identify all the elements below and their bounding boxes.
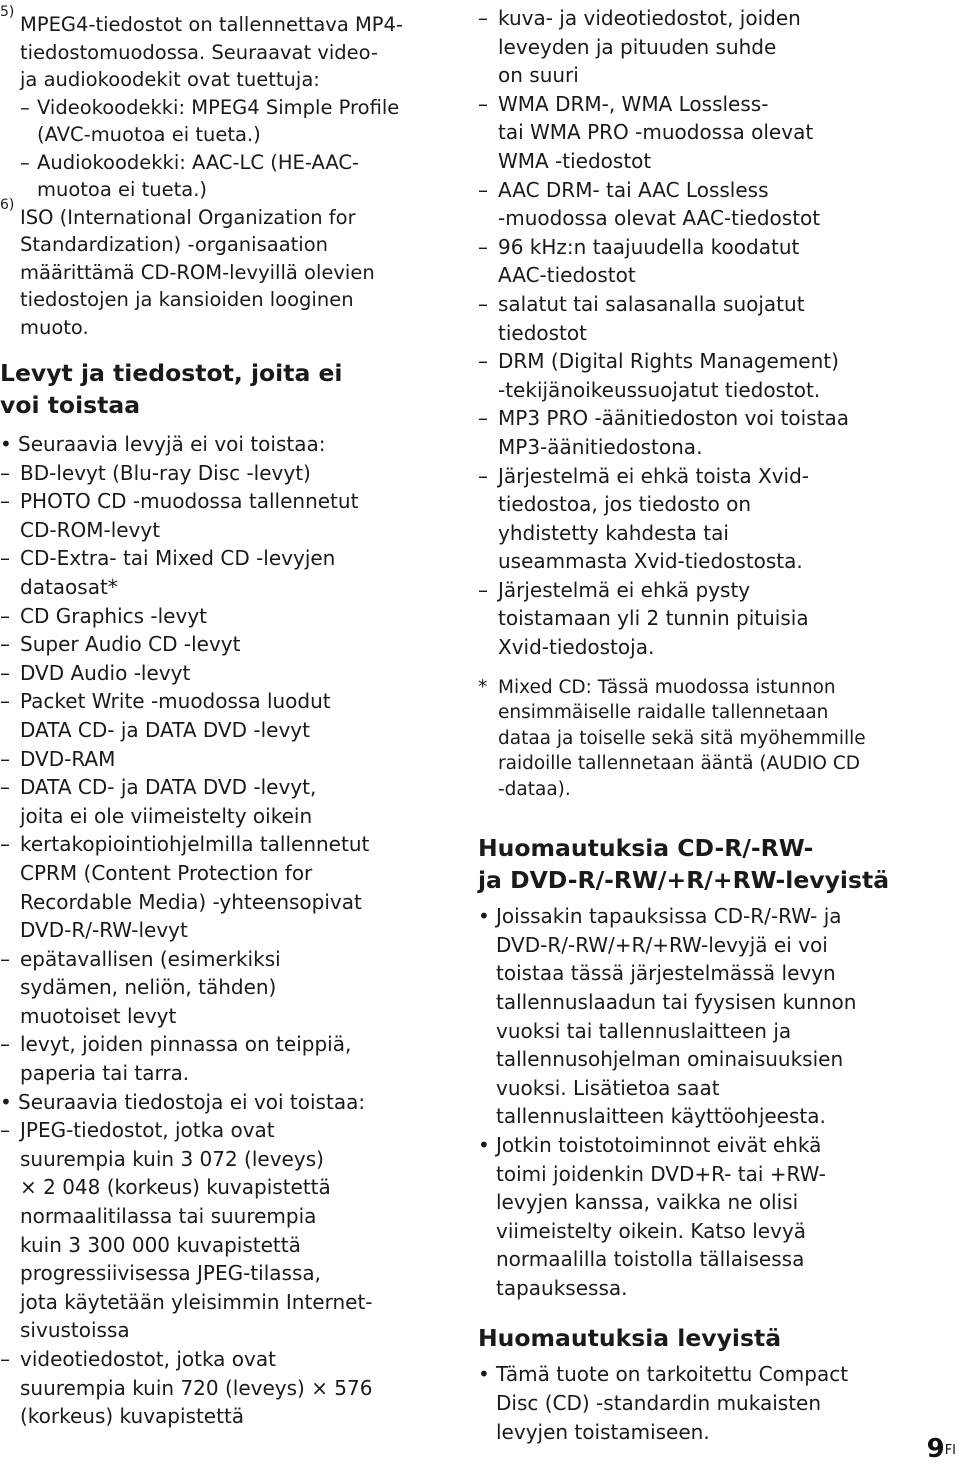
item-line: progressiivisessa JPEG-tilassa,	[20, 1261, 321, 1286]
footnote-line: (AVC-muotoa ei tueta.)	[37, 123, 261, 146]
note-line: ensimmäiselle raidalle tallennetaan	[498, 702, 829, 724]
item-line: muotoiset levyt	[20, 1003, 177, 1028]
item-line: toistamaan yli 2 tunnin pituisia	[498, 606, 809, 631]
footnote-line: MPEG4-tiedostot on tallennettava MP4-	[20, 13, 403, 36]
disc-list-item	[0, 659, 440, 688]
note-line: raidoille tallennetaan ääntä (AUDIO CD	[498, 753, 861, 775]
item-line: DVD-R/-RW/+R/+RW-levyjä ei voi	[496, 932, 828, 957]
heading-line: Levyt ja tiedostot, joita ei	[0, 359, 343, 387]
item-line: jota käytetään yleisimmin Internet-	[20, 1289, 373, 1314]
item-line: kuin 3 300 000 kuvapistettä	[20, 1232, 301, 1257]
disc-list-item	[0, 945, 440, 1031]
item-line: – videotiedostot, jotka ovat	[20, 1347, 276, 1371]
footnote-dash-item	[20, 94, 440, 149]
item-line: – BD-levyt (Blu-ray Disc -levyt)	[20, 460, 311, 485]
item-line: normaalilla toistolla tällaisessa	[496, 1247, 805, 1272]
item-line: – DATA CD- ja DATA DVD -levyt,	[20, 775, 317, 800]
item-line: tai WMA PRO -muodossa olevat	[498, 120, 814, 145]
disc-list-item	[0, 487, 440, 544]
footnote-line: muoto.	[20, 315, 89, 339]
note-line: dataa ja toiselle sekä sitä myöhemmille	[498, 727, 866, 749]
footnote-6	[0, 196, 440, 342]
footnote-marker: 6)	[0, 196, 15, 213]
disc-list-item	[0, 745, 440, 774]
item-line: – kuva- ja videotiedostot, joiden	[498, 6, 801, 30]
right-column	[478, 0, 960, 1446]
file-list-continued	[478, 4, 960, 662]
item-line: useammasta Xvid-tiedostosta.	[498, 549, 803, 574]
disc-list-item	[0, 630, 440, 659]
item-line: × 2 048 (korkeus) kuvapistettä	[20, 1175, 331, 1200]
item-line: MP3-äänitiedostona.	[498, 434, 703, 459]
item-line: – Packet Write -muodossa luodut	[20, 689, 331, 714]
disc-list-item	[0, 459, 440, 488]
item-line: AAC-tiedostot	[498, 263, 636, 288]
disc-list-item	[0, 830, 440, 944]
bullet-discs	[0, 430, 440, 1088]
footnote-line: tiedostomuodossa. Seuraavat video-	[20, 40, 379, 64]
item-line: dataosat*	[20, 574, 118, 599]
item-line: tallennusohjelman ominaisuuksien	[496, 1047, 844, 1072]
item-line: vuoksi tai tallennuslaitteen ja	[496, 1018, 792, 1043]
bullet-files	[0, 1088, 440, 1431]
footnote-5	[0, 4, 440, 204]
item-line: – Järjestelmä ei ehkä pysty	[498, 577, 751, 602]
file-list-item	[478, 462, 960, 576]
item-line: WMA -tiedostot	[498, 148, 652, 173]
item-line: yhdistetty kahdesta tai	[498, 520, 729, 545]
footnote-line: ja audiokoodekit ovat tuettuja:	[20, 68, 320, 91]
item-line: Disc (CD) -standardin mukaisten	[496, 1391, 822, 1416]
footnote-line: ISO (International Organization for	[20, 205, 356, 229]
disc-list-item	[0, 773, 440, 830]
item-line: tiedostot	[498, 320, 587, 345]
item-line: tapauksessa.	[496, 1275, 628, 1300]
item-line: suurempia kuin 720 (leveys) × 576	[20, 1375, 373, 1400]
item-line: joita ei ole viimeistelty oikein	[20, 803, 313, 828]
item-line: • Joissakin tapauksissa CD-R/-RW- ja	[496, 904, 842, 929]
item-line: (korkeus) kuvapistettä	[20, 1404, 245, 1429]
item-line: suurempia kuin 3 072 (leveys)	[20, 1146, 324, 1171]
item-line: CD-ROM-levyt	[20, 517, 161, 542]
item-line: toistaa tässä järjestelmässä levyn	[496, 961, 836, 986]
item-line: vuoksi. Lisätietoa saat	[496, 1075, 720, 1100]
footnote-line: tiedostojen ja kansioiden looginen	[20, 288, 354, 311]
discs-bullet-list	[478, 1360, 960, 1446]
item-line: sivustoissa	[20, 1318, 130, 1343]
item-line: levyjen kanssa, vaikka ne olisi	[496, 1190, 799, 1215]
footnote-line: Standardization) -organisaation	[20, 233, 328, 256]
disc-list-item	[0, 1030, 440, 1087]
cdr-bullet-item	[478, 902, 960, 1131]
file-list-item	[478, 233, 960, 290]
item-line: on suuri	[498, 63, 579, 88]
item-line: – CD Graphics -levyt	[20, 603, 207, 628]
item-line: – levyt, joiden pinnassa on teippiä,	[20, 1032, 352, 1057]
disc-list-item	[0, 544, 440, 601]
file-list-item	[0, 1345, 440, 1431]
file-list	[0, 1116, 440, 1431]
item-line: levyjen toistamiseen.	[496, 1419, 710, 1444]
item-line: -tekijänoikeussuojatut tiedostot.	[498, 377, 821, 402]
item-line: – 96 kHz:n taajuudella koodatut	[498, 234, 800, 259]
footnote-line: – Audiokoodekki: AAC-LC (HE-AAC-	[37, 150, 359, 174]
bullet-text: Seuraavia tiedostoja ei voi toistaa:	[18, 1089, 366, 1114]
footnote-line: muotoa ei tueta.)	[37, 178, 208, 201]
page-language: FI	[944, 1443, 956, 1458]
cdr-bullet-list	[478, 902, 960, 1302]
disc-list-item	[0, 602, 440, 631]
item-line: – Järjestelmä ei ehkä toista Xvid-	[498, 463, 810, 488]
unplayable-bullet-list	[0, 430, 440, 1431]
note-line: * Mixed CD: Tässä muodossa istunnon	[498, 676, 836, 698]
footnote-line: määrittämä CD-ROM-levyillä olevien	[20, 260, 375, 284]
file-list-item	[478, 176, 960, 233]
item-line: paperia tai tarra.	[20, 1061, 190, 1086]
cdr-bullet-item	[478, 1131, 960, 1303]
item-line: – kertakopiointiohjelmilla tallennetut	[20, 832, 370, 857]
item-line: CPRM (Content Protection for	[20, 860, 313, 885]
section-heading-cdr	[478, 832, 960, 896]
item-line: – MP3 PRO -äänitiedoston voi toistaa	[498, 406, 849, 431]
item-line: – PHOTO CD -muodossa tallennetut	[20, 489, 359, 514]
item-line: toimi joidenkin DVD+R- tai +RW-	[496, 1161, 826, 1186]
item-line: • Jotkin toistotoiminnot eivät ehkä	[496, 1132, 822, 1157]
footnote-marker: 5)	[0, 4, 15, 20]
left-column	[0, 0, 440, 1431]
item-line: Recordable Media) -yhteensopivat	[20, 889, 362, 914]
item-line: – Super Audio CD -levyt	[20, 632, 241, 657]
file-list-item	[478, 347, 960, 404]
item-line: – DVD Audio -levyt	[20, 660, 191, 685]
heading-line: voi toistaa	[0, 391, 141, 419]
bullet-text: Seuraavia levyjä ei voi toistaa:	[18, 432, 326, 456]
file-list-item	[478, 4, 960, 90]
item-line: – salatut tai salasanalla suojatut	[498, 291, 805, 316]
section-heading-unplayable	[0, 357, 440, 421]
item-line: – CD-Extra- tai Mixed CD -levyjen	[20, 546, 336, 571]
item-line: Xvid-tiedostoja.	[498, 635, 655, 660]
footnote-dash-item	[20, 149, 440, 204]
item-line: • Tämä tuote on tarkoitettu Compact	[496, 1362, 849, 1387]
item-line: DVD-R/-RW-levyt	[20, 918, 188, 943]
item-line: normaalitilassa tai suurempia	[20, 1204, 317, 1229]
item-line: – DRM (Digital Rights Management)	[498, 349, 839, 374]
item-line: sydämen, neliön, tähden)	[20, 975, 277, 1000]
item-line: – DVD-RAM	[20, 746, 116, 771]
file-list-item	[478, 90, 960, 176]
discs-bullet-item	[478, 1360, 960, 1446]
disc-list-item	[0, 687, 440, 744]
page-number-value: 9	[926, 1434, 945, 1464]
item-line: DATA CD- ja DATA DVD -levyt	[20, 717, 310, 742]
item-line: tiedostoa, jos tiedosto on	[498, 492, 752, 517]
item-line: tallennuslaitteen käyttöohjeesta.	[496, 1104, 826, 1129]
item-line: – epätavallisen (esimerkiksi	[20, 946, 281, 971]
page-number	[927, 1434, 956, 1464]
item-line: – WMA DRM-, WMA Lossless-	[498, 91, 769, 116]
item-line: tallennuslaadun tai fyysisen kunnon	[496, 989, 857, 1014]
file-list-item	[478, 576, 960, 662]
file-list-item	[478, 290, 960, 347]
item-line: – AAC DRM- tai AAC Lossless	[498, 177, 769, 202]
item-line: -muodossa olevat AAC-tiedostot	[498, 206, 821, 231]
item-line: – JPEG-tiedostot, jotka ovat	[20, 1118, 275, 1143]
heading-line: Huomautuksia CD-R/-RW-	[478, 834, 814, 863]
footnote-line: – Videokoodekki: MPEG4 Simple Profile	[37, 95, 400, 119]
file-list-item	[0, 1116, 440, 1345]
section-heading-discs: Huomautuksia levyistä	[478, 1324, 782, 1353]
file-list-item	[478, 404, 960, 461]
mixed-cd-note	[478, 675, 960, 803]
item-line: viimeistelty oikein. Katso levyä	[496, 1218, 807, 1243]
note-line: -dataa).	[498, 778, 571, 800]
item-line: leveyden ja pituuden suhde	[498, 34, 777, 59]
disc-list	[0, 459, 440, 1088]
heading-line: ja DVD-R/-RW/+R/+RW-levyistä	[478, 866, 890, 895]
